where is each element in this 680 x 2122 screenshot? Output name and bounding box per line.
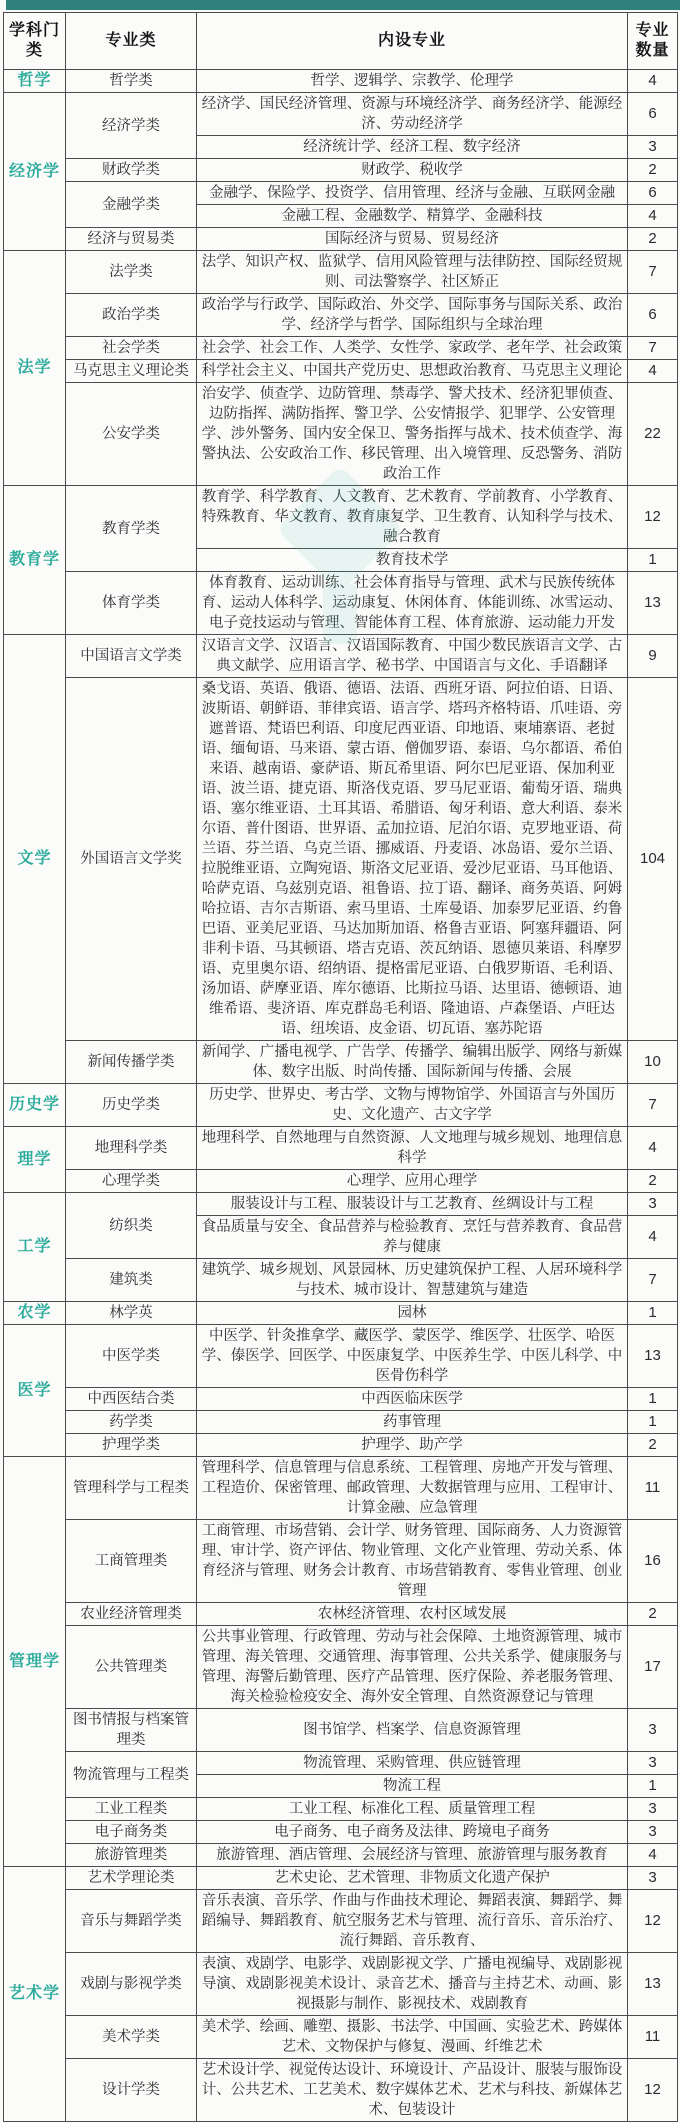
table-row: [4, 1626, 678, 1709]
category-cell: 心理学类: [66, 1170, 197, 1193]
table-row: [4, 70, 678, 93]
majors-cell: 物流工程: [197, 1775, 628, 1798]
majors-cell: 财政学、税收学: [197, 159, 628, 182]
count-cell: 12: [628, 1890, 678, 1953]
count-cell: 2: [628, 228, 678, 251]
table-row: [4, 93, 678, 136]
majors-cell: 图书馆学、档案学、信息资源管理: [197, 1709, 628, 1752]
table-row: [4, 1520, 678, 1603]
count-cell: 3: [628, 1193, 678, 1216]
count-cell: 4: [628, 1127, 678, 1170]
majors-cell: 艺术史论、艺术管理、非物质文化遗产保护: [197, 1867, 628, 1890]
table-row: [4, 1411, 678, 1434]
discipline-cell: 哲学: [4, 70, 66, 93]
count-cell: 2: [628, 1170, 678, 1193]
category-cell: 财政学类: [66, 159, 197, 182]
category-cell: 管理科学与工程类: [66, 1457, 197, 1520]
category-cell: 新闻传播学类: [66, 1041, 197, 1084]
category-cell: 纺织类: [66, 1193, 197, 1259]
discipline-cell: 医学: [4, 1325, 66, 1457]
majors-cell: 药事管理: [197, 1411, 628, 1434]
majors-cell: 美术学、绘画、雕塑、摄影、书法学、中国画、实验艺术、跨媒体艺术、文物保护与修复、漫画、纤维艺术: [197, 2016, 628, 2059]
count-cell: 2: [628, 1603, 678, 1626]
majors-cell: 政治学与行政学、国际政治、外交学、国际事务与国际关系、政治学、经济学与哲学、国际组织与全球治理: [197, 294, 628, 337]
count-cell: 2: [628, 1434, 678, 1457]
category-cell: 美术学类: [66, 2016, 197, 2059]
category-cell: 公安学类: [66, 383, 197, 486]
table-row: [4, 1798, 678, 1821]
discipline-cell: 工学: [4, 1193, 66, 1302]
table-row: [4, 182, 678, 205]
count-cell: 4: [628, 70, 678, 93]
table-row: [4, 337, 678, 360]
count-cell: 17: [628, 1626, 678, 1709]
table-row: [4, 360, 678, 383]
majors-cell: 食品质量与安全、食品营养与检验教育、烹饪与营养教育、食品营养与健康: [197, 1216, 628, 1259]
top-accent-bar: [6, 0, 680, 10]
table-row: [4, 1325, 678, 1388]
table-row: [4, 1388, 678, 1411]
majors-cell: 工商管理、市场营销、会计学、财务管理、国际商务、人力资源管理、审计学、资产评估、物业管理、文化产业管理、劳动关系、体育经济与管理、财务会计教育、市场营销教育、零售业管理、创业管理: [197, 1520, 628, 1603]
count-cell: 7: [628, 251, 678, 294]
majors-cell: 经济统计学、经济工程、数字经济: [197, 136, 628, 159]
table-row: [4, 1193, 678, 1216]
category-cell: 金融学类: [66, 182, 197, 228]
count-cell: 13: [628, 1953, 678, 2016]
majors-cell: 物流管理、采购管理、供应链管理: [197, 1752, 628, 1775]
col-header-category: 专业类: [66, 13, 197, 70]
category-cell: 外国语言文学奖: [66, 678, 197, 1041]
category-cell: 历史学类: [66, 1084, 197, 1127]
majors-cell: 新闻学、广播电视学、广告学、传播学、编辑出版学、网络与新媒体、数字出版、时尚传播、国际新闻与传播、会展: [197, 1041, 628, 1084]
count-cell: 3: [628, 136, 678, 159]
majors-cell: 公共事业管理、行政管理、劳动与社会保障、土地资源管理、城市管理、海关管理、交通管理、海事管理、公共关系学、健康服务与管理、海警后勤管理、医疗产品管理、医疗保险、养老服务管理、海关检验检疫安全、海外安全管理、自然资源登记与管理: [197, 1626, 628, 1709]
col-header-count: 专业数量: [628, 13, 678, 70]
discipline-cell: 法学: [4, 251, 66, 486]
discipline-cell: 农学: [4, 1302, 66, 1325]
discipline-cell: 管理学: [4, 1457, 66, 1867]
count-cell: 1: [628, 1411, 678, 1434]
count-cell: 13: [628, 572, 678, 635]
table-row: [4, 1752, 678, 1775]
table-row: [4, 1170, 678, 1193]
table-row: [4, 635, 678, 678]
majors-cell: 地理科学、自然地理与自然资源、人文地理与城乡规划、地理信息科学: [197, 1127, 628, 1170]
table-row: [4, 159, 678, 182]
count-cell: 12: [628, 486, 678, 549]
table-row: [4, 1127, 678, 1170]
count-cell: 4: [628, 360, 678, 383]
majors-cell: 体育教育、运动训练、社会体育指导与管理、武术与民族传统体育、运动人体科学、运动康复、休闲体育、体能训练、冰雪运动、电子竞技运动与管理、智能体育工程、体育旅游、运动能力开发: [197, 572, 628, 635]
count-cell: 1: [628, 1302, 678, 1325]
count-cell: 10: [628, 1041, 678, 1084]
majors-cell: 汉语言文学、汉语言、汉语国际教育、中国少数民族语言文学、古典文献学、应用语言学、秘书学、中国语言与文化、手语翻译: [197, 635, 628, 678]
majors-cell: 护理学、助产学: [197, 1434, 628, 1457]
discipline-cell: 文学: [4, 635, 66, 1084]
table-row: [4, 2016, 678, 2059]
category-cell: 政治学类: [66, 294, 197, 337]
table-row: [4, 572, 678, 635]
majors-cell: 法学、知识产权、监狱学、信用风险管理与法律防控、国际经贸规则、司法警察学、社区矫正: [197, 251, 628, 294]
count-cell: 7: [628, 1084, 678, 1127]
majors-cell: 教育技术学: [197, 549, 628, 572]
table-header-row: [4, 13, 678, 70]
majors-cell: 金融学、保险学、投资学、信用管理、经济与金融、互联网金融: [197, 182, 628, 205]
count-cell: 4: [628, 205, 678, 228]
majors-cell: 旅游管理、酒店管理、会展经济与管理、旅游管理与服务教育: [197, 1844, 628, 1867]
table-row: [4, 1953, 678, 2016]
category-cell: 艺术学理论类: [66, 1867, 197, 1890]
count-cell: 1: [628, 1775, 678, 1798]
category-cell: 法学类: [66, 251, 197, 294]
majors-cell: 哲学、逻辑学、宗教学、伦理学: [197, 70, 628, 93]
majors-cell: 社会学、社会工作、人类学、女性学、家政学、老年学、社会政策: [197, 337, 628, 360]
count-cell: 2: [628, 159, 678, 182]
majors-cell: 科学社会主义、中国共产党历史、思想政治教育、马克思主义理论: [197, 360, 628, 383]
count-cell: 11: [628, 1457, 678, 1520]
category-cell: 中医学类: [66, 1325, 197, 1388]
category-cell: 戏剧与影视学类: [66, 1953, 197, 2016]
category-cell: 设计学类: [66, 2059, 197, 2122]
category-cell: 工商管理类: [66, 1520, 197, 1603]
majors-cell: 中医学、针灸推拿学、藏医学、蒙医学、维医学、壮医学、哈医学、傣医学、回医学、中医康复学、中医养生学、中医儿科学、中医骨伤科学: [197, 1325, 628, 1388]
count-cell: 22: [628, 383, 678, 486]
category-cell: 中国语言文学类: [66, 635, 197, 678]
discipline-cell: 教育学: [4, 486, 66, 635]
category-cell: 旅游管理类: [66, 1844, 197, 1867]
table-row: [4, 1084, 678, 1127]
category-cell: 教育学类: [66, 486, 197, 572]
count-cell: 3: [628, 1798, 678, 1821]
category-cell: 体育学类: [66, 572, 197, 635]
table-row: [4, 486, 678, 549]
table-row: [4, 1259, 678, 1302]
table-row: [4, 678, 678, 1041]
category-cell: 农业经济管理类: [66, 1603, 197, 1626]
count-cell: 4: [628, 1844, 678, 1867]
majors-cell: 管理科学、信息管理与信息系统、工程管理、房地产开发与管理、工程造价、保密管理、邮政管理、大数据管理与应用、工程审计、计算金融、应急管理: [197, 1457, 628, 1520]
majors-cell: 园林: [197, 1302, 628, 1325]
discipline-cell: 经济学: [4, 93, 66, 251]
majors-cell: 中西医临床医学: [197, 1388, 628, 1411]
table-row: [4, 1434, 678, 1457]
category-cell: 护理学类: [66, 1434, 197, 1457]
majors-cell: 建筑学、城乡规划、风景园林、历史建筑保护工程、人居环境科学与技术、城市设计、智慧建筑与建造: [197, 1259, 628, 1302]
category-cell: 地理科学类: [66, 1127, 197, 1170]
discipline-cell: 理学: [4, 1127, 66, 1193]
category-cell: 马克思主义理论类: [66, 360, 197, 383]
category-cell: 公共管理类: [66, 1626, 197, 1709]
majors-cell: 金融工程、金融数学、精算学、金融科技: [197, 205, 628, 228]
count-cell: 9: [628, 635, 678, 678]
majors-cell: 音乐表演、音乐学、作曲与作曲技术理论、舞蹈表演、舞蹈学、舞蹈编导、舞蹈教育、航空服务艺术与管理、流行音乐、音乐治疗、流行舞蹈、音乐教育、: [197, 1890, 628, 1953]
majors-cell: 经济学、国民经济管理、资源与环境经济学、商务经济学、能源经济、劳动经济学: [197, 93, 628, 136]
table-row: [4, 1844, 678, 1867]
table-row: [4, 1890, 678, 1953]
majors-cell: 桑戈语、英语、俄语、德语、法语、西班牙语、阿拉伯语、日语、波斯语、朝鲜语、菲律宾语、语言学、塔玛齐格特语、爪哇语、旁遮普语、梵语巴利语、印度尼西亚语、印地语、柬埔寨语、老挝语、缅甸语、马来语、蒙古语、僧伽罗语、泰语、乌尔都语、希伯来语、越南语、豪萨语、斯瓦希里语、阿尔巴尼亚语、保加利亚语、波兰语、捷克语、斯洛伐克语、罗马尼亚语、葡萄牙语、瑞典语、塞尔维亚语、土耳其语、希腊语、匈牙利语、意大利语、泰米尔语、普什图语、世界语、孟加拉语、尼泊尔语、克罗地亚语、荷兰语、芬兰语、乌克兰语、挪威语、丹麦语、冰岛语、爱尔兰语、拉脱维亚语、立陶宛语、斯洛文尼亚语、爱沙尼亚语、马耳他语、哈萨克语、乌兹别克语、祖鲁语、拉丁语、翻译、商务英语、阿姆哈拉语、吉尔吉斯语、索马里语、土库曼语、加泰罗尼亚语、约鲁巴语、亚美尼亚语、马达加斯加语、格鲁吉亚语、阿塞拜疆语、阿非利卡语、马其顿语、塔吉克语、茨瓦纳语、恩德贝莱语、科摩罗语、克里奥尔语、绍纳语、提格雷尼亚语、白俄罗斯语、毛利语、汤加语、萨摩亚语、库尔德语、比斯拉马语、达里语、德顿语、迪维希语、斐济语、库克群岛毛利语、隆迪语、卢森堡语、卢旺达语、纽埃语、皮金语、切瓦语、塞苏陀语: [197, 678, 628, 1041]
table-row: [4, 1457, 678, 1520]
table-row: [4, 294, 678, 337]
category-cell: 经济与贸易类: [66, 228, 197, 251]
table-row: [4, 1302, 678, 1325]
category-cell: 音乐与舞蹈学类: [66, 1890, 197, 1953]
count-cell: 6: [628, 93, 678, 136]
category-cell: 经济学类: [66, 93, 197, 159]
count-cell: 6: [628, 182, 678, 205]
count-cell: 3: [628, 1821, 678, 1844]
count-cell: 1: [628, 549, 678, 572]
category-cell: 电子商务类: [66, 1821, 197, 1844]
majors-cell: 表演、戏剧学、电影学、戏剧影视文学、广播电视编导、戏剧影视导演、戏剧影视美术设计、录音艺术、播音与主持艺术、动画、影视摄影与制作、影视技术、戏剧教育: [197, 1953, 628, 2016]
count-cell: 4: [628, 1216, 678, 1259]
discipline-cell: 历史学: [4, 1084, 66, 1127]
table-row: [4, 1709, 678, 1752]
table-row: [4, 383, 678, 486]
count-cell: 6: [628, 294, 678, 337]
category-cell: 哲学类: [66, 70, 197, 93]
category-cell: 药学类: [66, 1411, 197, 1434]
majors-cell: 艺术设计学、视觉传达设计、环境设计、产品设计、服装与服饰设计、公共艺术、工艺美术、数字媒体艺术、艺术与科技、新媒体艺术、包装设计: [197, 2059, 628, 2122]
majors-cell: 农林经济管理、农村区域发展: [197, 1603, 628, 1626]
majors-cell: 国际经济与贸易、贸易经济: [197, 228, 628, 251]
category-cell: 林学英: [66, 1302, 197, 1325]
majors-cell: 教育学、科学教育、人文教育、艺术教育、学前教育、小学教育、特殊教育、华文教育、教育康复学、卫生教育、认知科学与技术、融合教育: [197, 486, 628, 549]
col-header-majors: 内设专业: [197, 13, 628, 70]
majors-cell: 心理学、应用心理学: [197, 1170, 628, 1193]
table-row: [4, 1603, 678, 1626]
count-cell: 104: [628, 678, 678, 1041]
count-cell: 7: [628, 1259, 678, 1302]
majors-cell: 工业工程、标准化工程、质量管理工程: [197, 1798, 628, 1821]
table-row: [4, 2059, 678, 2122]
col-header-discipline: 学科门类: [4, 13, 66, 70]
category-cell: 建筑类: [66, 1259, 197, 1302]
majors-table: [3, 12, 678, 2122]
discipline-cell: 艺术学: [4, 1867, 66, 2122]
category-cell: 中西医结合类: [66, 1388, 197, 1411]
count-cell: 3: [628, 1709, 678, 1752]
majors-cell: 服装设计与工程、服装设计与工艺教育、丝绸设计与工程: [197, 1193, 628, 1216]
table-row: [4, 228, 678, 251]
majors-cell: 电子商务、电子商务及法律、跨境电子商务: [197, 1821, 628, 1844]
table-row: [4, 1041, 678, 1084]
count-cell: 13: [628, 1325, 678, 1388]
majors-cell: 历史学、世界史、考古学、文物与博物馆学、外国语言与外国历史、文化遗产、古文字学: [197, 1084, 628, 1127]
count-cell: 3: [628, 1867, 678, 1890]
category-cell: 社会学类: [66, 337, 197, 360]
count-cell: 1: [628, 1388, 678, 1411]
category-cell: 图书情报与档案管理类: [66, 1709, 197, 1752]
count-cell: 16: [628, 1520, 678, 1603]
count-cell: 3: [628, 1752, 678, 1775]
table-row: [4, 1867, 678, 1890]
count-cell: 12: [628, 2059, 678, 2122]
category-cell: 工业工程类: [66, 1798, 197, 1821]
category-cell: 物流管理与工程类: [66, 1752, 197, 1798]
count-cell: 7: [628, 337, 678, 360]
table-row: [4, 251, 678, 294]
majors-cell: 治安学、侦查学、边防管理、禁毒学、警犬技术、经济犯罪侦查、边防指挥、满防指挥、警卫学、公安情报学、犯罪学、公安管理学、涉外警务、国内安全保卫、警务指挥与战术、技术侦查学、海警执法、公安政治工作、移民管理、出入境管理、反恐警务、消防政治工作: [197, 383, 628, 486]
table-row: [4, 1821, 678, 1844]
count-cell: 11: [628, 2016, 678, 2059]
